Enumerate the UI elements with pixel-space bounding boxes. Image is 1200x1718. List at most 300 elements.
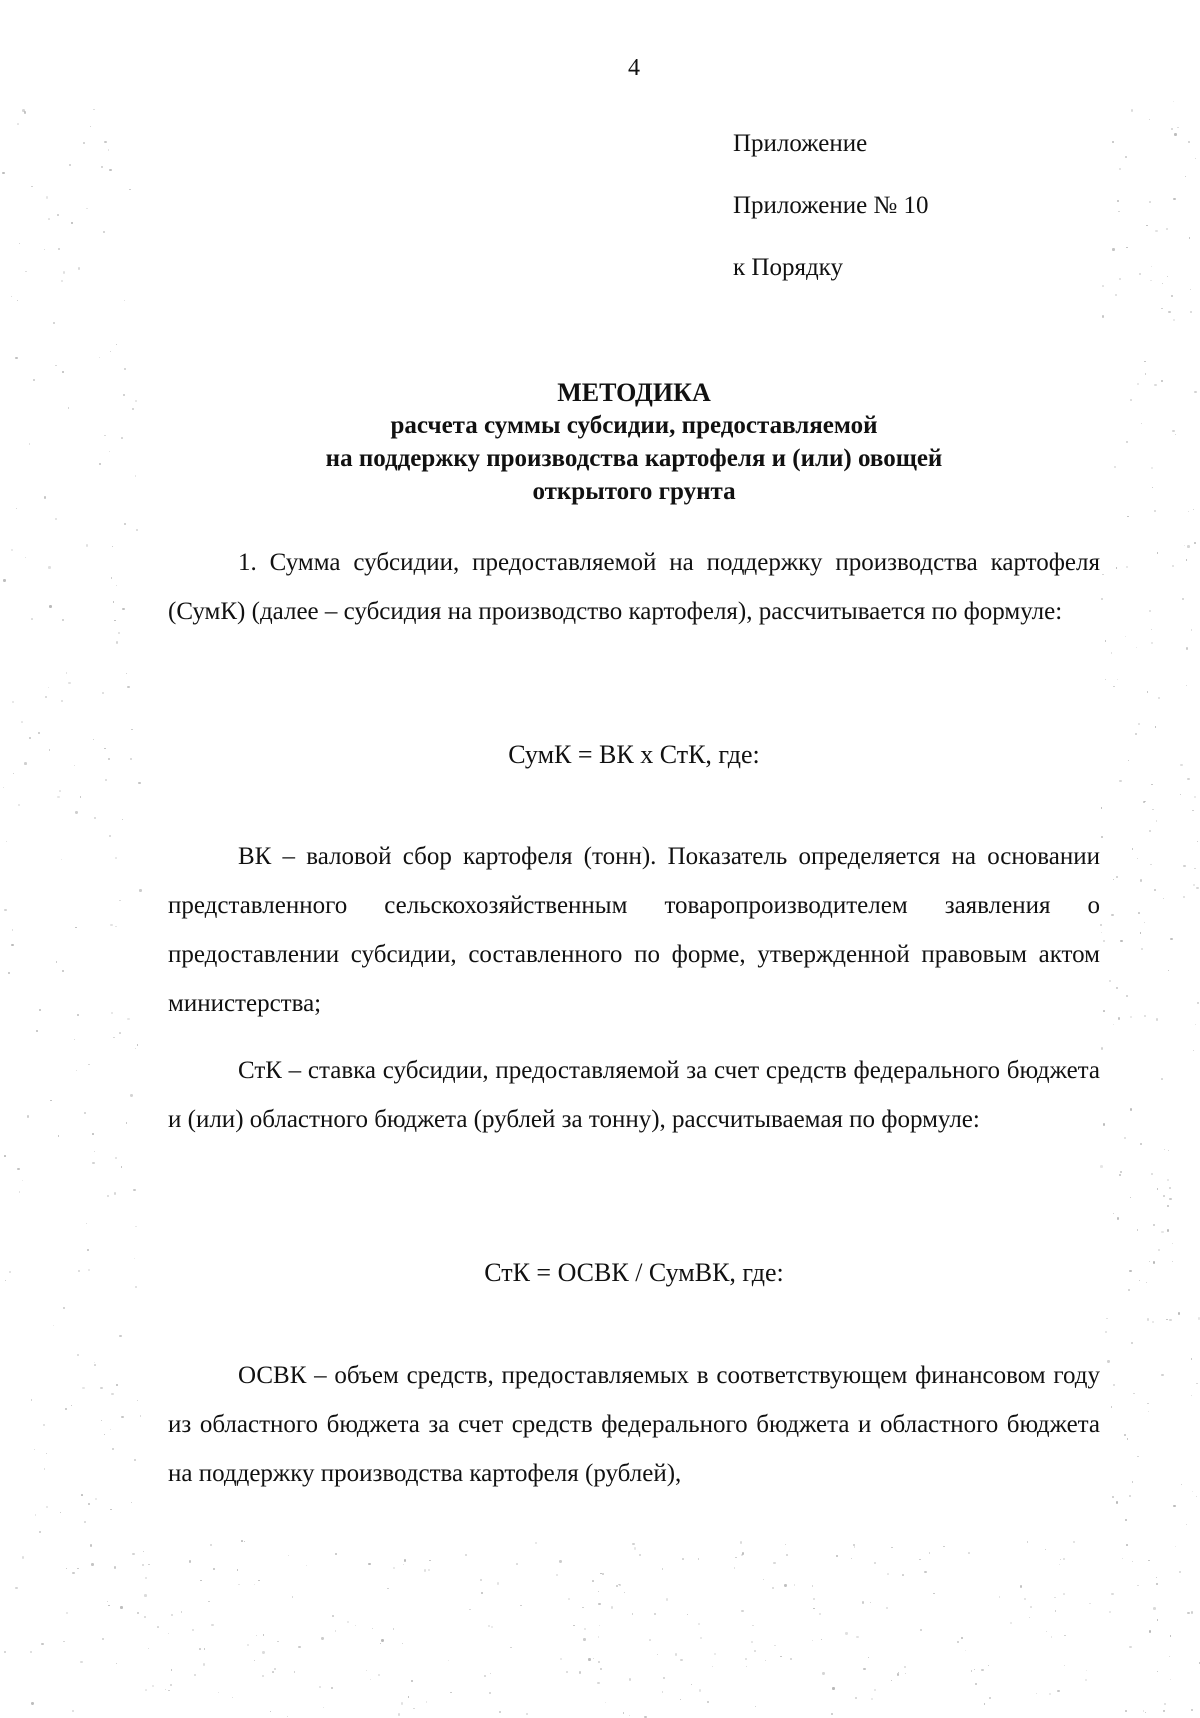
scan-speck — [1148, 1560, 1149, 1561]
scan-speck — [1187, 1612, 1190, 1615]
scan-speck — [84, 1112, 86, 1114]
scan-speck — [1036, 1693, 1037, 1694]
scan-speck — [583, 1638, 585, 1640]
scan-speck — [559, 1560, 561, 1562]
scan-speck — [450, 1692, 451, 1693]
scan-speck — [1172, 565, 1174, 567]
scan-speck — [1131, 109, 1133, 111]
scan-speck — [1111, 1593, 1113, 1595]
scan-speck — [135, 1048, 136, 1049]
scan-speck — [1147, 691, 1149, 693]
scan-speck — [605, 1702, 606, 1703]
scan-speck — [1171, 128, 1173, 130]
scan-speck — [144, 1616, 146, 1618]
scan-speck — [599, 1625, 601, 1627]
scan-speck — [53, 322, 55, 324]
scan-speck — [72, 1572, 74, 1574]
scan-speck — [199, 1648, 201, 1650]
scan-speck — [61, 700, 63, 702]
scan-speck — [31, 1399, 33, 1401]
scan-speck — [813, 1598, 815, 1600]
scan-speck — [137, 1400, 138, 1401]
scan-speck — [404, 1559, 406, 1561]
scan-speck — [1103, 1010, 1105, 1012]
scan-speck — [1111, 1406, 1113, 1408]
scan-speck — [50, 1100, 51, 1101]
scan-speck — [1187, 545, 1190, 548]
scan-speck — [46, 1506, 48, 1508]
scan-speck — [66, 672, 67, 673]
scan-speck — [1117, 1217, 1119, 1219]
scan-speck — [241, 1540, 243, 1542]
scan-speck — [107, 1601, 108, 1602]
scan-speck — [429, 1560, 430, 1561]
scan-speck — [44, 496, 46, 498]
scan-speck — [130, 758, 132, 760]
scan-speck — [1126, 1544, 1128, 1546]
scan-speck — [1196, 1496, 1197, 1497]
scan-speck — [277, 1641, 278, 1642]
scan-speck — [481, 1592, 483, 1594]
scan-speck — [110, 924, 113, 927]
scan-speck — [1130, 1016, 1132, 1018]
scan-speck — [1194, 391, 1196, 393]
scan-speck — [1140, 932, 1141, 933]
scan-speck — [1181, 1484, 1182, 1485]
scan-speck — [497, 1582, 499, 1584]
scan-speck — [1191, 1709, 1193, 1711]
scan-speck — [66, 1568, 67, 1569]
scan-speck — [1138, 912, 1140, 914]
scan-speck — [170, 1684, 172, 1686]
scan-speck — [1169, 1319, 1172, 1322]
scan-speck — [80, 1661, 83, 1664]
scan-speck — [181, 1611, 182, 1612]
scan-speck — [632, 1543, 634, 1545]
scan-speck — [1161, 1231, 1163, 1233]
scan-speck — [77, 1014, 79, 1016]
scan-speck — [989, 1697, 991, 1699]
scan-speck — [582, 1607, 584, 1609]
scan-speck — [63, 1307, 65, 1309]
scan-speck — [133, 1189, 136, 1192]
scan-speck — [1192, 810, 1193, 811]
scan-speck — [1055, 1610, 1057, 1612]
scan-speck — [1137, 1229, 1139, 1231]
scan-speck — [140, 1415, 142, 1417]
scan-speck — [598, 1636, 599, 1637]
scan-speck — [48, 566, 50, 568]
scan-speck — [1180, 794, 1181, 795]
scan-speck — [566, 1671, 568, 1673]
scan-speck — [1119, 1174, 1121, 1176]
scan-speck — [1140, 879, 1142, 881]
title-main: МЕТОДИКА — [155, 376, 1113, 409]
scan-speck — [1115, 294, 1117, 296]
scan-speck — [244, 1541, 246, 1543]
scan-speck — [1120, 940, 1123, 943]
scan-speck — [745, 1658, 747, 1660]
scan-speck — [691, 1684, 692, 1685]
scan-speck — [755, 1706, 756, 1707]
scan-speck — [1186, 685, 1187, 686]
scan-speck — [629, 1715, 630, 1716]
scan-speck — [600, 1668, 602, 1670]
scan-speck — [1197, 1002, 1198, 1003]
scan-speck — [61, 280, 63, 282]
scan-speck — [1178, 1312, 1181, 1315]
scan-speck — [772, 1587, 774, 1589]
scan-speck — [6, 841, 7, 842]
scan-speck — [90, 1544, 92, 1546]
scan-speck — [76, 1070, 77, 1071]
scan-speck — [1137, 1585, 1138, 1586]
scan-speck — [1101, 598, 1103, 600]
scan-speck — [1111, 914, 1114, 917]
scan-speck — [1105, 679, 1106, 680]
title-line-2: расчета суммы субсидии, предоставляемой — [155, 409, 1113, 442]
scan-speck — [131, 1502, 132, 1503]
scan-speck — [1182, 598, 1184, 600]
scan-speck — [965, 1650, 966, 1651]
scan-speck — [868, 1657, 869, 1658]
scan-speck — [1187, 778, 1189, 780]
scan-speck — [262, 1675, 264, 1677]
scan-speck — [1126, 441, 1127, 442]
scan-speck — [1112, 141, 1114, 143]
scan-speck — [102, 1638, 104, 1640]
scan-speck — [41, 1643, 43, 1645]
scan-speck — [1195, 158, 1196, 159]
scan-speck — [116, 1663, 117, 1664]
scan-speck — [1145, 373, 1146, 374]
scan-speck — [1010, 1622, 1012, 1624]
scan-speck — [1144, 922, 1145, 923]
scan-speck — [104, 1434, 105, 1435]
scan-speck — [3, 579, 5, 581]
scan-speck — [254, 1584, 256, 1586]
scan-speck — [148, 1648, 150, 1650]
scan-speck — [104, 141, 106, 143]
scan-speck — [1148, 1411, 1149, 1412]
scan-speck — [99, 463, 101, 465]
scan-speck — [579, 1671, 581, 1673]
scan-speck — [1029, 1617, 1030, 1618]
scan-speck — [4, 1651, 6, 1653]
scan-speck — [616, 1585, 618, 1587]
scan-speck — [1194, 796, 1196, 798]
scan-speck — [107, 1195, 109, 1197]
scan-speck — [1129, 1646, 1132, 1649]
scan-speck — [1147, 1318, 1150, 1321]
scan-speck — [80, 796, 81, 797]
scan-speck — [95, 1498, 97, 1500]
scan-speck — [49, 605, 51, 607]
scan-speck — [71, 222, 72, 223]
scan-speck — [119, 1335, 122, 1338]
scan-speck — [1193, 1050, 1194, 1051]
scan-speck — [654, 1613, 656, 1615]
scan-speck — [740, 1541, 742, 1543]
scan-speck — [1168, 311, 1170, 313]
scan-speck — [1151, 1173, 1153, 1175]
scan-speck — [36, 1030, 39, 1033]
scan-speck — [1063, 1558, 1065, 1560]
scan-speck — [1188, 141, 1190, 143]
scan-speck — [17, 1168, 20, 1171]
scan-speck — [424, 1569, 426, 1571]
scan-speck — [1116, 567, 1117, 568]
scan-speck — [127, 1018, 129, 1020]
scan-speck — [39, 1009, 41, 1011]
scan-speck — [680, 1699, 681, 1700]
scan-speck — [874, 1562, 876, 1564]
scan-speck — [66, 1612, 68, 1614]
scan-speck — [335, 1553, 337, 1555]
scan-speck — [1151, 642, 1152, 643]
scan-speck — [1064, 1665, 1065, 1666]
scan-speck — [143, 1551, 144, 1552]
scan-speck — [144, 1594, 147, 1597]
scan-speck — [845, 1632, 847, 1634]
scan-speck — [111, 577, 112, 578]
scan-speck — [62, 970, 64, 972]
scan-speck — [1119, 278, 1121, 280]
scan-speck — [331, 1687, 333, 1689]
scan-speck — [262, 1651, 264, 1653]
scan-speck — [490, 1673, 491, 1674]
scan-speck — [87, 1249, 89, 1251]
scan-speck — [1128, 760, 1129, 761]
scan-speck — [520, 1605, 522, 1607]
scan-speck — [86, 544, 88, 546]
definition-stk: СтК – ставка субсидии, предоставляемой за счет средств федерального бюджета и (или) областного бюджета (рублей за тонну), рассчитываемая по формуле: — [168, 1046, 1100, 1144]
scan-speck — [812, 1585, 814, 1587]
scan-speck — [1192, 1491, 1193, 1492]
scan-speck — [8, 972, 10, 974]
scan-speck — [113, 601, 115, 603]
scan-speck — [1063, 1593, 1065, 1595]
scan-speck — [135, 1226, 136, 1227]
scan-speck — [148, 1564, 150, 1566]
scan-speck — [836, 1555, 838, 1557]
scan-speck — [145, 1689, 147, 1691]
scan-speck — [488, 1625, 490, 1627]
scan-speck — [1107, 1360, 1109, 1362]
scan-speck — [101, 166, 102, 167]
scan-speck — [1057, 1690, 1059, 1692]
scan-speck — [1186, 1524, 1187, 1525]
scan-speck — [1125, 1710, 1127, 1712]
scan-speck — [1161, 1374, 1163, 1376]
scan-speck — [1191, 629, 1193, 631]
scan-speck — [1119, 168, 1121, 170]
scan-speck — [634, 1547, 636, 1549]
scan-speck — [1154, 384, 1156, 386]
scan-speck — [1113, 1384, 1115, 1386]
scan-speck — [368, 1563, 370, 1565]
scan-speck — [974, 1669, 976, 1671]
scan-speck — [774, 1645, 775, 1646]
scan-speck — [735, 1557, 737, 1559]
scan-speck — [1116, 987, 1118, 989]
scan-speck — [33, 379, 35, 381]
scan-speck — [1149, 201, 1151, 203]
scan-speck — [55, 518, 57, 520]
scan-speck — [145, 1577, 147, 1579]
scan-speck — [1144, 1015, 1146, 1017]
scan-speck — [1177, 127, 1178, 128]
scan-speck — [110, 1429, 111, 1430]
formula-sumk: СумК = ВК х СтК, где: — [0, 740, 1200, 770]
scan-speck — [127, 686, 130, 689]
scan-speck — [321, 1637, 323, 1639]
scan-speck — [118, 632, 120, 634]
scan-speck — [1169, 1187, 1171, 1189]
scan-speck — [480, 1579, 482, 1581]
scan-speck — [74, 1039, 76, 1041]
scan-speck — [597, 1682, 600, 1685]
scan-speck — [204, 1648, 205, 1649]
scan-speck — [1147, 1403, 1149, 1405]
scan-speck — [56, 961, 57, 962]
scan-speck — [1185, 176, 1186, 177]
scan-speck — [115, 1157, 117, 1159]
scan-speck — [30, 1651, 32, 1653]
scan-speck — [874, 1689, 876, 1691]
scan-speck — [124, 300, 125, 301]
scan-speck — [135, 400, 137, 402]
scan-speck — [77, 1568, 78, 1569]
scan-speck — [58, 248, 60, 250]
scan-speck — [294, 1671, 296, 1673]
scan-speck — [1137, 858, 1138, 859]
scan-speck — [5, 1280, 6, 1281]
scan-speck — [115, 857, 117, 859]
scan-speck — [905, 1673, 906, 1674]
scan-speck — [19, 243, 20, 244]
scan-speck — [84, 1521, 86, 1523]
scan-speck — [584, 1628, 586, 1630]
scan-speck — [1101, 807, 1102, 808]
scan-speck — [1189, 237, 1190, 238]
scan-speck — [112, 1448, 114, 1450]
scan-speck — [3, 787, 4, 788]
scan-speck — [39, 1531, 40, 1532]
scan-speck — [1168, 1150, 1169, 1151]
scan-speck — [871, 1698, 873, 1700]
scan-speck — [1152, 487, 1153, 488]
scan-speck — [1172, 1261, 1173, 1262]
scan-speck — [75, 811, 77, 813]
scan-speck — [751, 1641, 753, 1643]
scan-speck — [1109, 1611, 1111, 1613]
scan-speck — [698, 1623, 700, 1625]
definition-vk: ВК – валовой сбор картофеля (тонн). Показатель определяется на основании представленного сельскохозяйственным товаропроизводителем заявления о предоставлении субсидии, составленного по форме, утвержденной правовым актом министерства; — [168, 832, 1100, 1028]
scan-speck — [29, 443, 30, 444]
scan-speck — [16, 508, 17, 509]
scan-speck — [1136, 647, 1137, 648]
scan-speck — [573, 1625, 574, 1626]
scan-speck — [1149, 1261, 1150, 1262]
scan-speck — [292, 1596, 293, 1597]
scan-speck — [1167, 1205, 1169, 1207]
scan-speck — [48, 218, 50, 220]
scan-speck — [1166, 228, 1168, 230]
scan-speck — [1138, 723, 1140, 725]
scan-speck — [72, 1710, 74, 1712]
scan-speck — [593, 1658, 594, 1659]
scan-speck — [707, 1701, 710, 1704]
scan-speck — [1100, 1165, 1103, 1168]
scan-speck — [120, 1606, 122, 1608]
scan-speck — [489, 1692, 491, 1694]
scan-speck — [700, 1637, 702, 1639]
scan-speck — [247, 1644, 249, 1646]
scan-speck — [1175, 1546, 1176, 1547]
scan-speck — [1155, 230, 1157, 232]
scan-speck — [632, 1613, 634, 1615]
scan-speck — [81, 1494, 83, 1496]
scan-speck — [1137, 1456, 1139, 1458]
scan-speck — [135, 1286, 137, 1288]
scan-speck — [929, 1552, 930, 1553]
scan-speck — [1064, 1635, 1065, 1636]
scan-speck — [1103, 1123, 1106, 1126]
scan-speck — [812, 1640, 813, 1641]
scan-speck — [114, 1566, 116, 1568]
scan-speck — [55, 365, 57, 367]
scan-speck — [1049, 1693, 1051, 1695]
scan-speck — [83, 142, 85, 144]
scan-speck — [1086, 1670, 1087, 1671]
scan-speck — [741, 1554, 743, 1556]
scan-speck — [784, 1584, 786, 1586]
scan-speck — [1195, 1024, 1196, 1025]
scan-speck — [1045, 1549, 1046, 1550]
scan-speck — [1157, 552, 1158, 553]
scan-speck — [272, 1671, 274, 1673]
scan-speck — [968, 1552, 970, 1554]
scan-speck — [319, 1686, 321, 1688]
appendix-line-2: Приложение № 10 — [733, 192, 929, 220]
scan-speck — [1194, 542, 1196, 544]
scan-speck — [891, 1680, 892, 1681]
scan-speck — [34, 1449, 35, 1450]
scan-speck — [666, 1598, 668, 1600]
scan-speck — [1161, 1078, 1163, 1080]
scan-speck — [88, 1064, 89, 1065]
scan-speck — [1122, 1558, 1123, 1559]
scan-speck — [393, 1628, 394, 1629]
scan-speck — [1112, 248, 1114, 250]
scan-speck — [13, 773, 15, 775]
scan-speck — [1197, 841, 1198, 842]
scan-speck — [254, 1660, 256, 1662]
scan-speck — [1118, 211, 1119, 212]
scan-speck — [129, 189, 131, 191]
scan-speck — [1109, 980, 1110, 981]
scan-speck — [124, 523, 126, 525]
scan-speck — [649, 1639, 651, 1641]
scan-speck — [38, 732, 40, 734]
scan-speck — [510, 1647, 511, 1648]
scan-speck — [101, 1420, 102, 1421]
scan-speck — [62, 371, 64, 373]
scan-speck — [1124, 1434, 1126, 1436]
scan-speck — [1152, 1321, 1154, 1323]
scan-speck — [870, 1602, 871, 1603]
